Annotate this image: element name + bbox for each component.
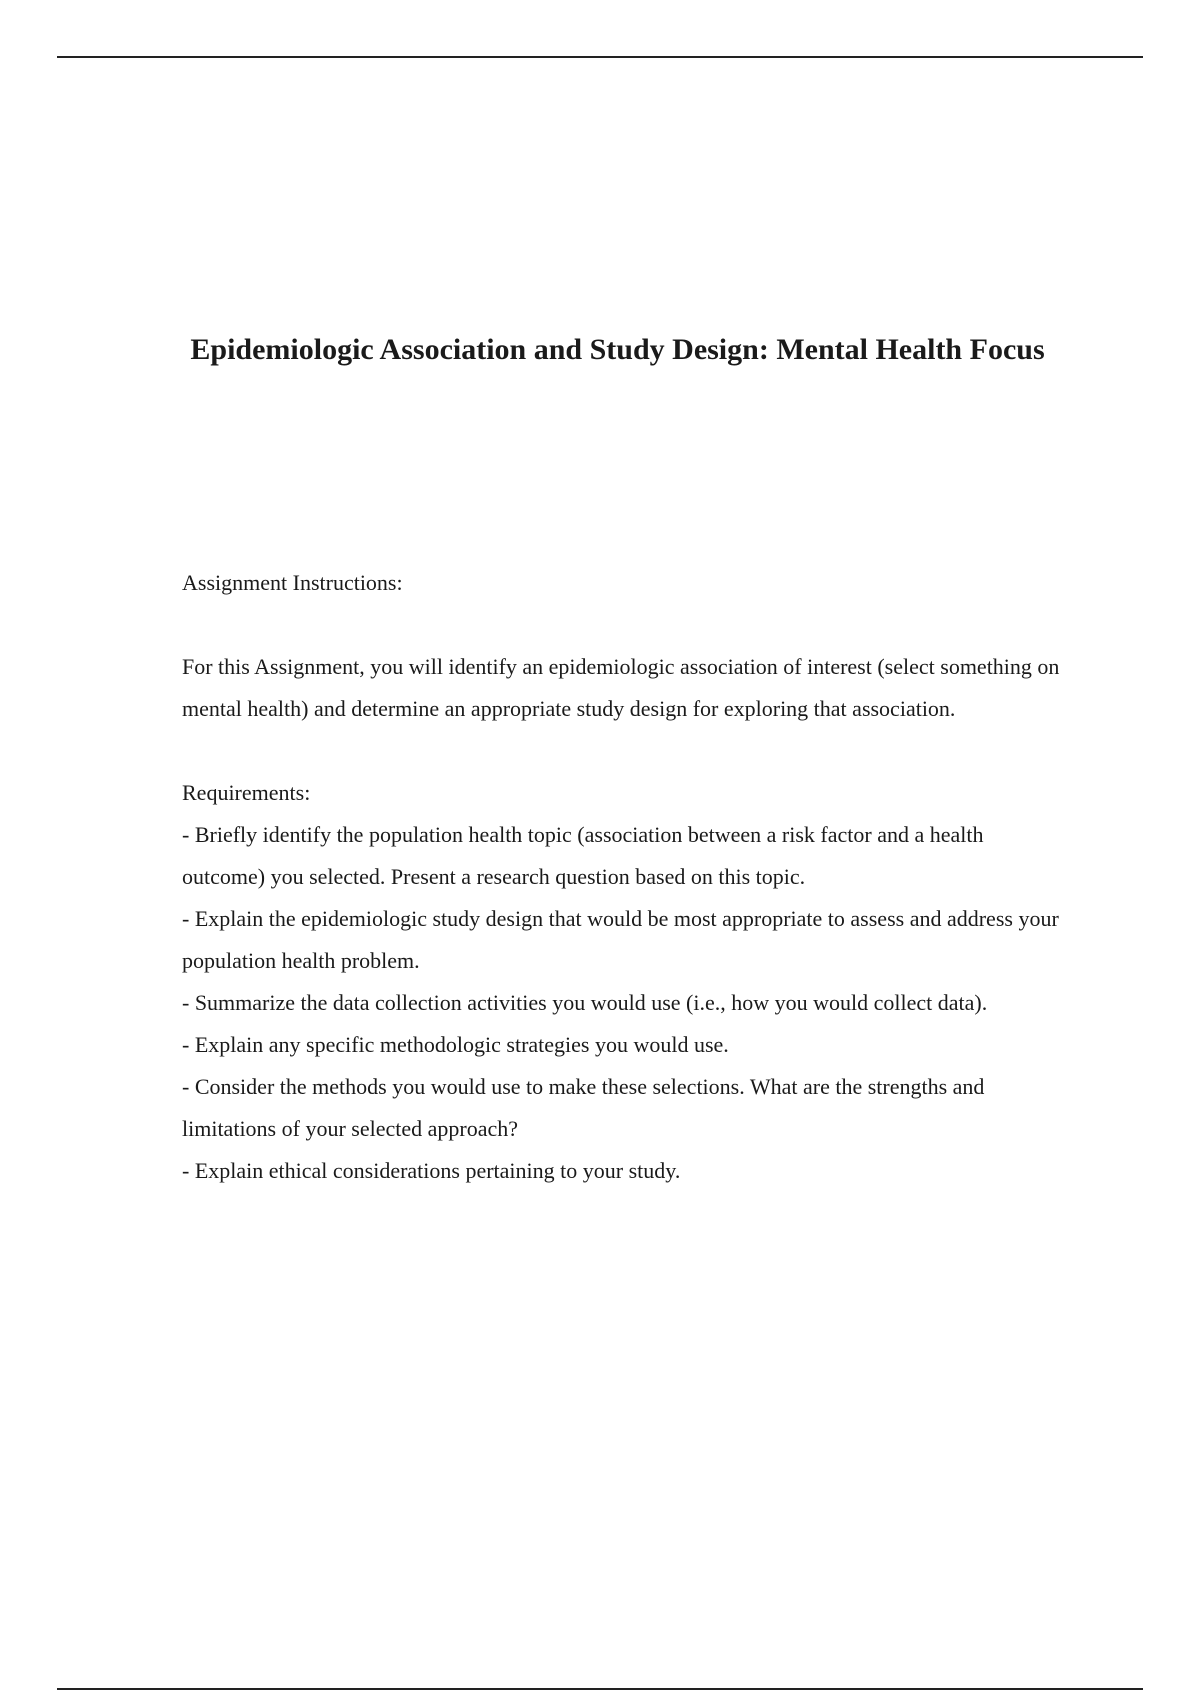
document-body (182, 562, 1062, 1192)
top-rule (57, 56, 1143, 58)
requirement-item: - Explain ethical considerations pertaining to your study. (182, 1158, 681, 1183)
requirement-item: - Explain the epidemiologic study design that would be most appropriate to assess and address your population health problem. (182, 906, 1059, 973)
bottom-rule (57, 1688, 1143, 1690)
spacer (182, 730, 1062, 772)
spacer (182, 604, 1062, 646)
requirement-item: - Explain any specific methodologic strategies you would use. (182, 1032, 729, 1057)
instructions-heading: Assignment Instructions: (182, 570, 403, 595)
requirement-item: - Summarize the data collection activities you would use (i.e., how you would collect data). (182, 990, 988, 1015)
requirements-heading: Requirements: (182, 780, 311, 805)
requirements-list (182, 814, 1062, 1192)
requirement-item: - Consider the methods you would use to make these selections. What are the strengths and limitations of your selected approach? (182, 1074, 985, 1141)
intro-paragraph: For this Assignment, you will identify an epidemiologic association of interest (select something on mental health) and determine an appropriate study design for exploring that association. (182, 654, 1060, 721)
document-title: Epidemiologic Association and Study Design: Mental Health Focus (190, 333, 1045, 366)
requirement-item: - Briefly identify the population health topic (association between a risk factor and a health outcome) you selected. Present a research question based on this topic. (182, 822, 984, 889)
